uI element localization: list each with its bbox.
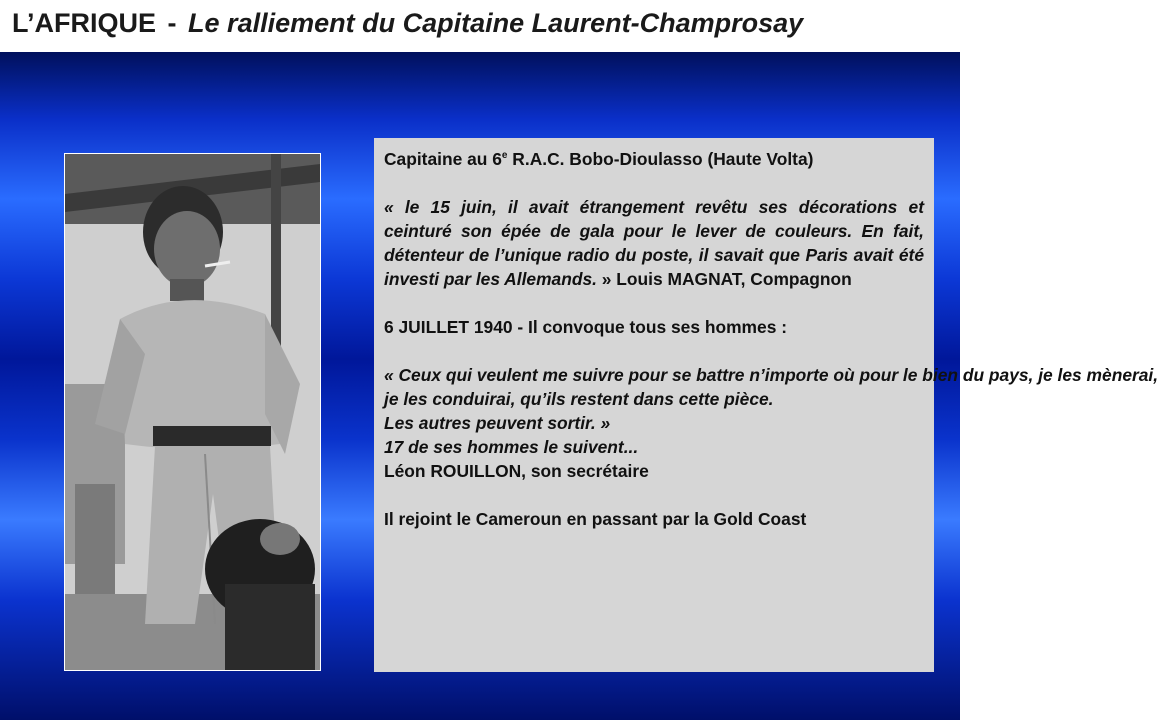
quote-line: « Ceux qui veulent me suivre pour se battre n’importe où pour le bien du pays, je les mènerai, bbox=[384, 365, 1158, 385]
quote-line: je les conduirai, qu’ils restent dans cette pièce. bbox=[384, 389, 774, 409]
date-line: 6 JUILLET 1940 - Il convoque tous ses hommes : bbox=[384, 317, 787, 337]
slide-title bbox=[12, 8, 803, 39]
text-panel bbox=[374, 138, 1158, 672]
quote-line: 17 de ses hommes le suivent... bbox=[384, 437, 639, 457]
closing-line: Il rejoint le Cameroun en passant par la Gold Coast bbox=[384, 509, 807, 529]
title-subtitle: Le ralliement du Capitaine Laurent-Champrosay bbox=[188, 8, 804, 38]
title-main: L’AFRIQUE bbox=[12, 8, 157, 38]
rouillon-quote bbox=[384, 363, 1158, 483]
panel-heading bbox=[384, 147, 924, 171]
heading-superscript: e bbox=[501, 150, 508, 162]
title-bar bbox=[0, 0, 960, 52]
title-separator: - bbox=[167, 8, 177, 38]
portrait-photo-icon bbox=[65, 154, 320, 670]
quote-line: Les autres peuvent sortir. » bbox=[384, 413, 611, 433]
heading-suffix: R.A.C. Bobo-Dioulasso (Haute Volta) bbox=[507, 149, 814, 169]
magnat-quote bbox=[384, 195, 924, 291]
magnat-attribution: » Louis MAGNAT, Compagnon bbox=[596, 269, 852, 289]
heading-prefix: Capitaine au 6 bbox=[384, 149, 502, 169]
magnat-quote-text: « le 15 juin, il avait étrangement revêtu ses décorations et ceinturé son épée de gala pour le lever de couleurs. En fait, détenteur de l’unique radio du poste, il savait que Paris avait été investi par les Allemands. bbox=[384, 197, 924, 289]
rouillon-attribution: Léon ROUILLON, son secrétaire bbox=[384, 461, 649, 481]
portrait-photo bbox=[64, 153, 321, 671]
